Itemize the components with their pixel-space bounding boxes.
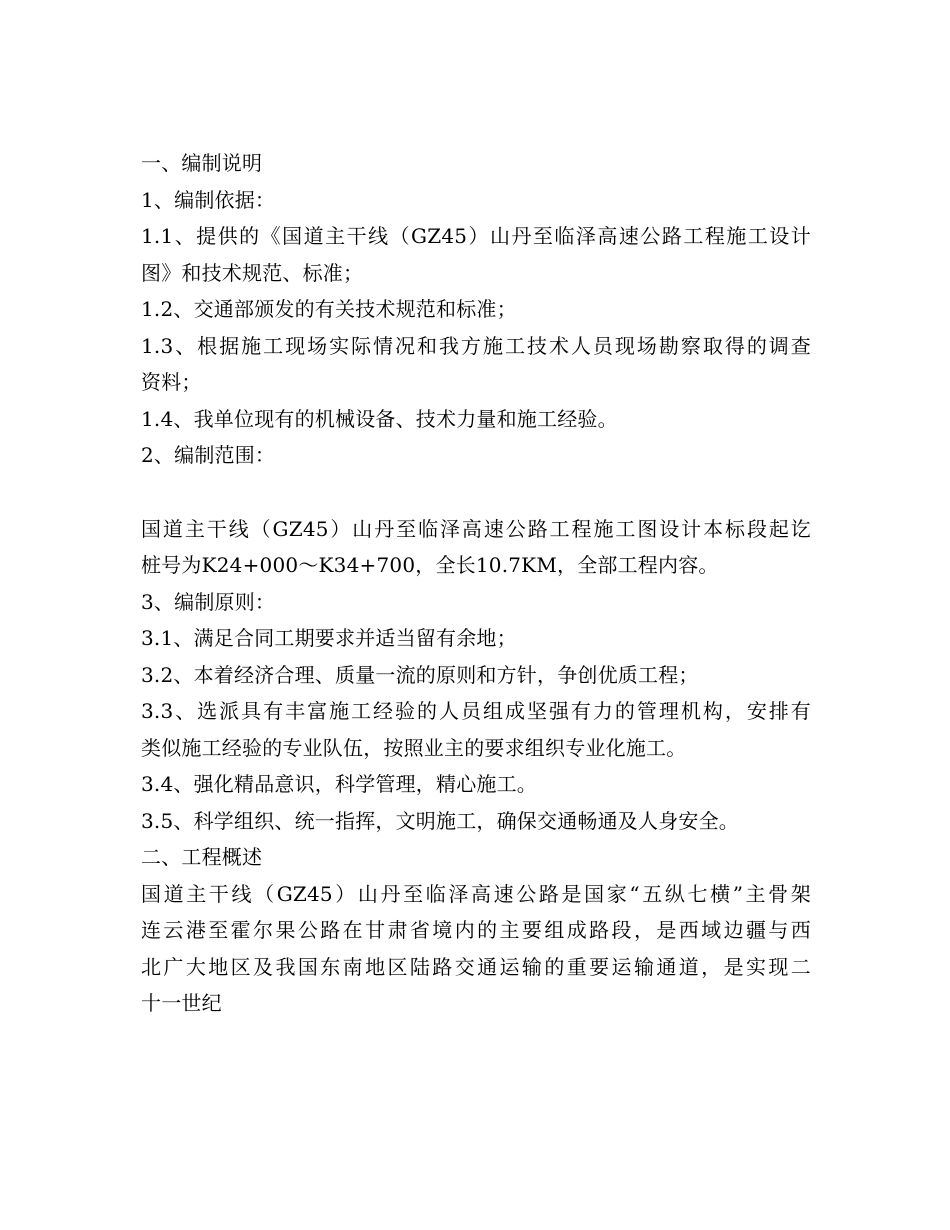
paragraph-line: 桩号为K24+000～K34+700，全长10.7KM，全部工程内容。	[141, 553, 719, 577]
paragraph-line: 3.1、满足合同工期要求并适当留有余地；	[141, 626, 517, 650]
paragraph-line: 国道主干线（GZ45）山丹至临泽高速公路工程施工图设计本标段起讫	[141, 516, 811, 541]
subsection-heading: 1、编制依据：	[141, 187, 276, 212]
paragraph-line: 资料；	[141, 370, 202, 394]
paragraph-line: 1.2、交通部颁发的有关技术规范和标准；	[141, 297, 517, 321]
paragraph-line: 3.3、选派具有丰富施工经验的人员组成坚强有力的管理机构，安排有	[141, 699, 811, 723]
paragraph-line: 3.2、本着经济合理、质量一流的原则和方针，争创优质工程；	[141, 662, 699, 687]
subsection-heading: 2、编制范围：	[141, 443, 276, 467]
paragraph-line: 类似施工经验的专业队伍，按照业主的要求组织专业化施工。	[141, 735, 687, 760]
paragraph-line: 3.5、科学组织、统一指挥，文明施工，确保交通畅通及人身安全。	[141, 808, 740, 833]
paragraph-line: 1.3、根据施工现场实际情况和我方施工技术人员现场勘察取得的调查	[141, 333, 811, 358]
paragraph-line: 3.4、强化精品意识，科学管理，精心施工。	[141, 772, 538, 796]
document-body	[141, 145, 811, 1022]
paragraph-line: 国道主干线（GZ45）山丹至临泽高速公路是国家“五纵七横”主骨架	[141, 881, 811, 906]
section-heading: 一、编制说明	[141, 151, 263, 175]
paragraph-line: 1.1、提供的《国道主干线（GZ45）山丹至临泽高速公路工程施工设计	[141, 224, 811, 248]
paragraph-line: 连云港至霍尔果公路在甘肃省境内的主要组成路段，是西域边疆与西	[141, 918, 811, 942]
subsection-heading: 3、编制原则：	[141, 589, 276, 614]
section-heading: 二、工程概述	[141, 845, 263, 869]
paragraph-line: 北广大地区及我国东南地区陆路交通运输的重要运输通道，是实现二	[141, 954, 811, 979]
paragraph-line: 1.4、我单位现有的机械设备、技术力量和施工经验。	[141, 406, 618, 431]
paragraph-line: 十一世纪	[141, 991, 222, 1015]
blank-line	[141, 474, 811, 511]
paragraph-line: 图》和技术规范、标准；	[141, 260, 364, 285]
